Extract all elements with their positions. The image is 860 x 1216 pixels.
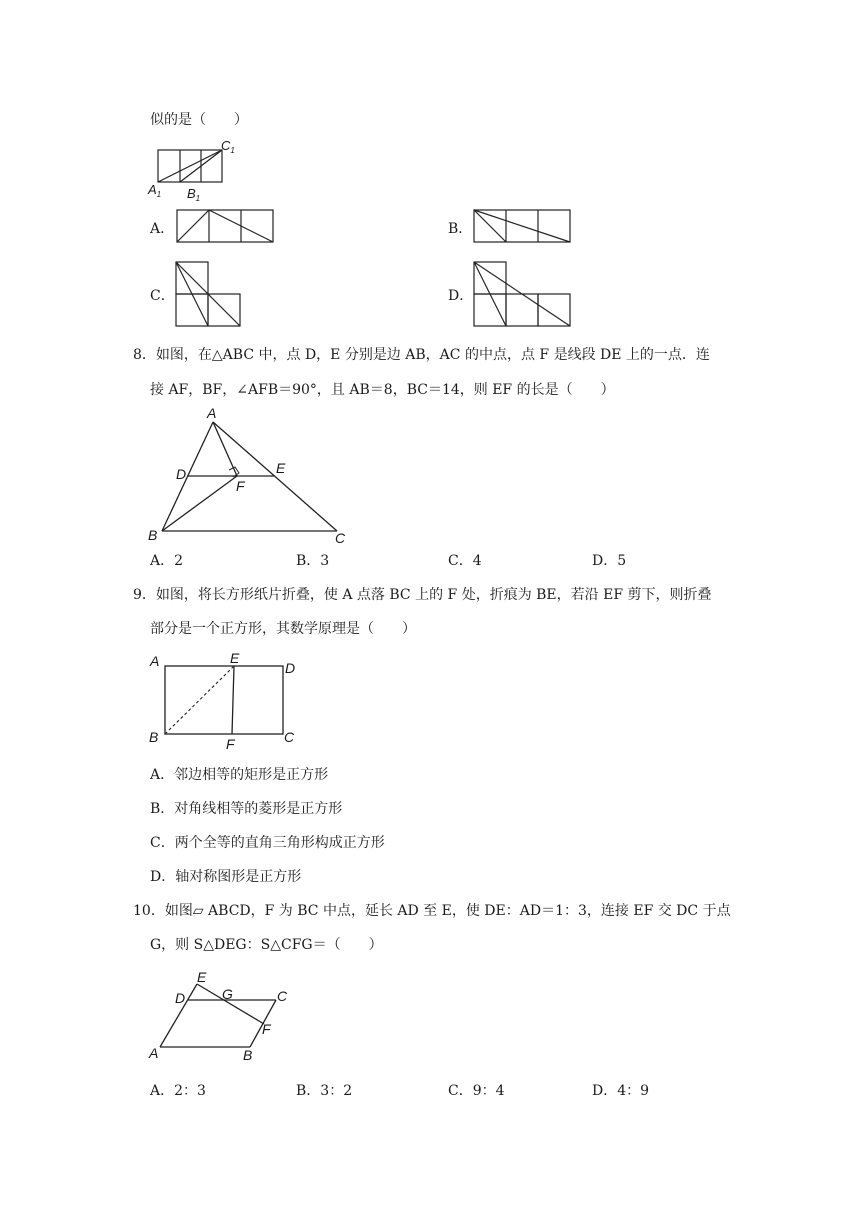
q10-parallelogram-figure [145,966,295,1064]
q10-option-c: C．9：4 [448,1083,505,1099]
q10-stem-line2: G，则 S△DEG：S△CFG＝（ ） [150,937,383,953]
q8-label-c: C [335,530,346,546]
q10-label-g: G [222,986,233,1002]
q7-option-b: B． [448,221,473,237]
q9-option-c: C．两个全等的直角三角形构成正方形 [150,835,385,851]
q7-option-a: A． [150,221,175,237]
q8-label-e: E [276,460,286,476]
q10-label-f: F [262,1021,271,1037]
q10-stem-line1: 10．如图▱ ABCD，F 为 BC 中点，延长 AD 至 E，使 DE：AD＝1：3，连接 EF 交 DC 于点 [133,903,731,919]
q10-label-a: A [149,1045,159,1061]
q7-option-c-figure [174,260,246,330]
q8-label-d: D [176,466,187,482]
q7-label-a1: $A_1$ [148,182,162,199]
q10-option-d: D．4：9 [592,1083,650,1099]
q8-option-c: C．4 [448,553,482,569]
q8-label-f: F [236,478,245,494]
q7-option-c: C． [150,288,175,304]
q7-option-d-figure [472,260,574,330]
q8-triangle-figure [145,402,355,547]
q9-label-a: A [150,653,160,669]
q7-option-a-figure [175,208,277,246]
q7-reference-figure [145,138,255,204]
q8-label-a: A [207,405,217,421]
q9-rectangle-figure [145,648,305,750]
q9-option-a: A．邻边相等的矩形是正方形 [150,767,329,783]
q8-label-b: B [148,527,158,543]
q9-label-d: D [285,660,296,676]
q9-stem-line1: 9．如图，将长方形纸片折叠，使 A 点落 BC 上的 F 处，折痕为 BE，若沿 EF 剪下，则折叠 [133,587,712,603]
q10-label-d: D [175,990,186,1006]
q9-label-c: C [284,729,295,745]
q7-option-d: D． [448,288,474,304]
q7-stem-tail: 似的是（ ） [150,112,248,128]
q10-label-c: C [277,988,288,1004]
q10-option-b: B．3：2 [296,1083,353,1099]
q9-option-d: D．轴对称图形是正方形 [150,869,302,885]
q10-label-e: E [197,969,207,985]
q9-label-f: F [226,736,235,752]
q10-option-a: A．2：3 [150,1083,206,1099]
q10-label-b: B [243,1047,253,1063]
q7-label-c1: $C_1$ [221,138,235,155]
q8-option-d: D．5 [592,553,627,569]
q8-option-b: B．3 [296,553,330,569]
q7-label-b1: $B_1$ [187,186,201,203]
q9-stem-line2: 部分是一个正方形，其数学原理是（ ） [150,621,416,637]
q9-label-e: E [230,650,240,666]
q8-option-a: A．2 [150,553,184,569]
q7-option-b-figure [472,208,574,246]
q9-option-b: B．对角线相等的菱形是正方形 [150,801,343,817]
q9-label-b: B [149,729,159,745]
q8-stem-line2: 接 AF，BF，∠AFB＝90°，且 AB＝8，BC＝14，则 EF 的长是（ ） [150,382,615,398]
q8-stem-line1: 8．如图，在△ABC 中，点 D，E 分别是边 AB，AC 的中点，点 F 是线段 DE 上的一点．连 [133,347,710,363]
